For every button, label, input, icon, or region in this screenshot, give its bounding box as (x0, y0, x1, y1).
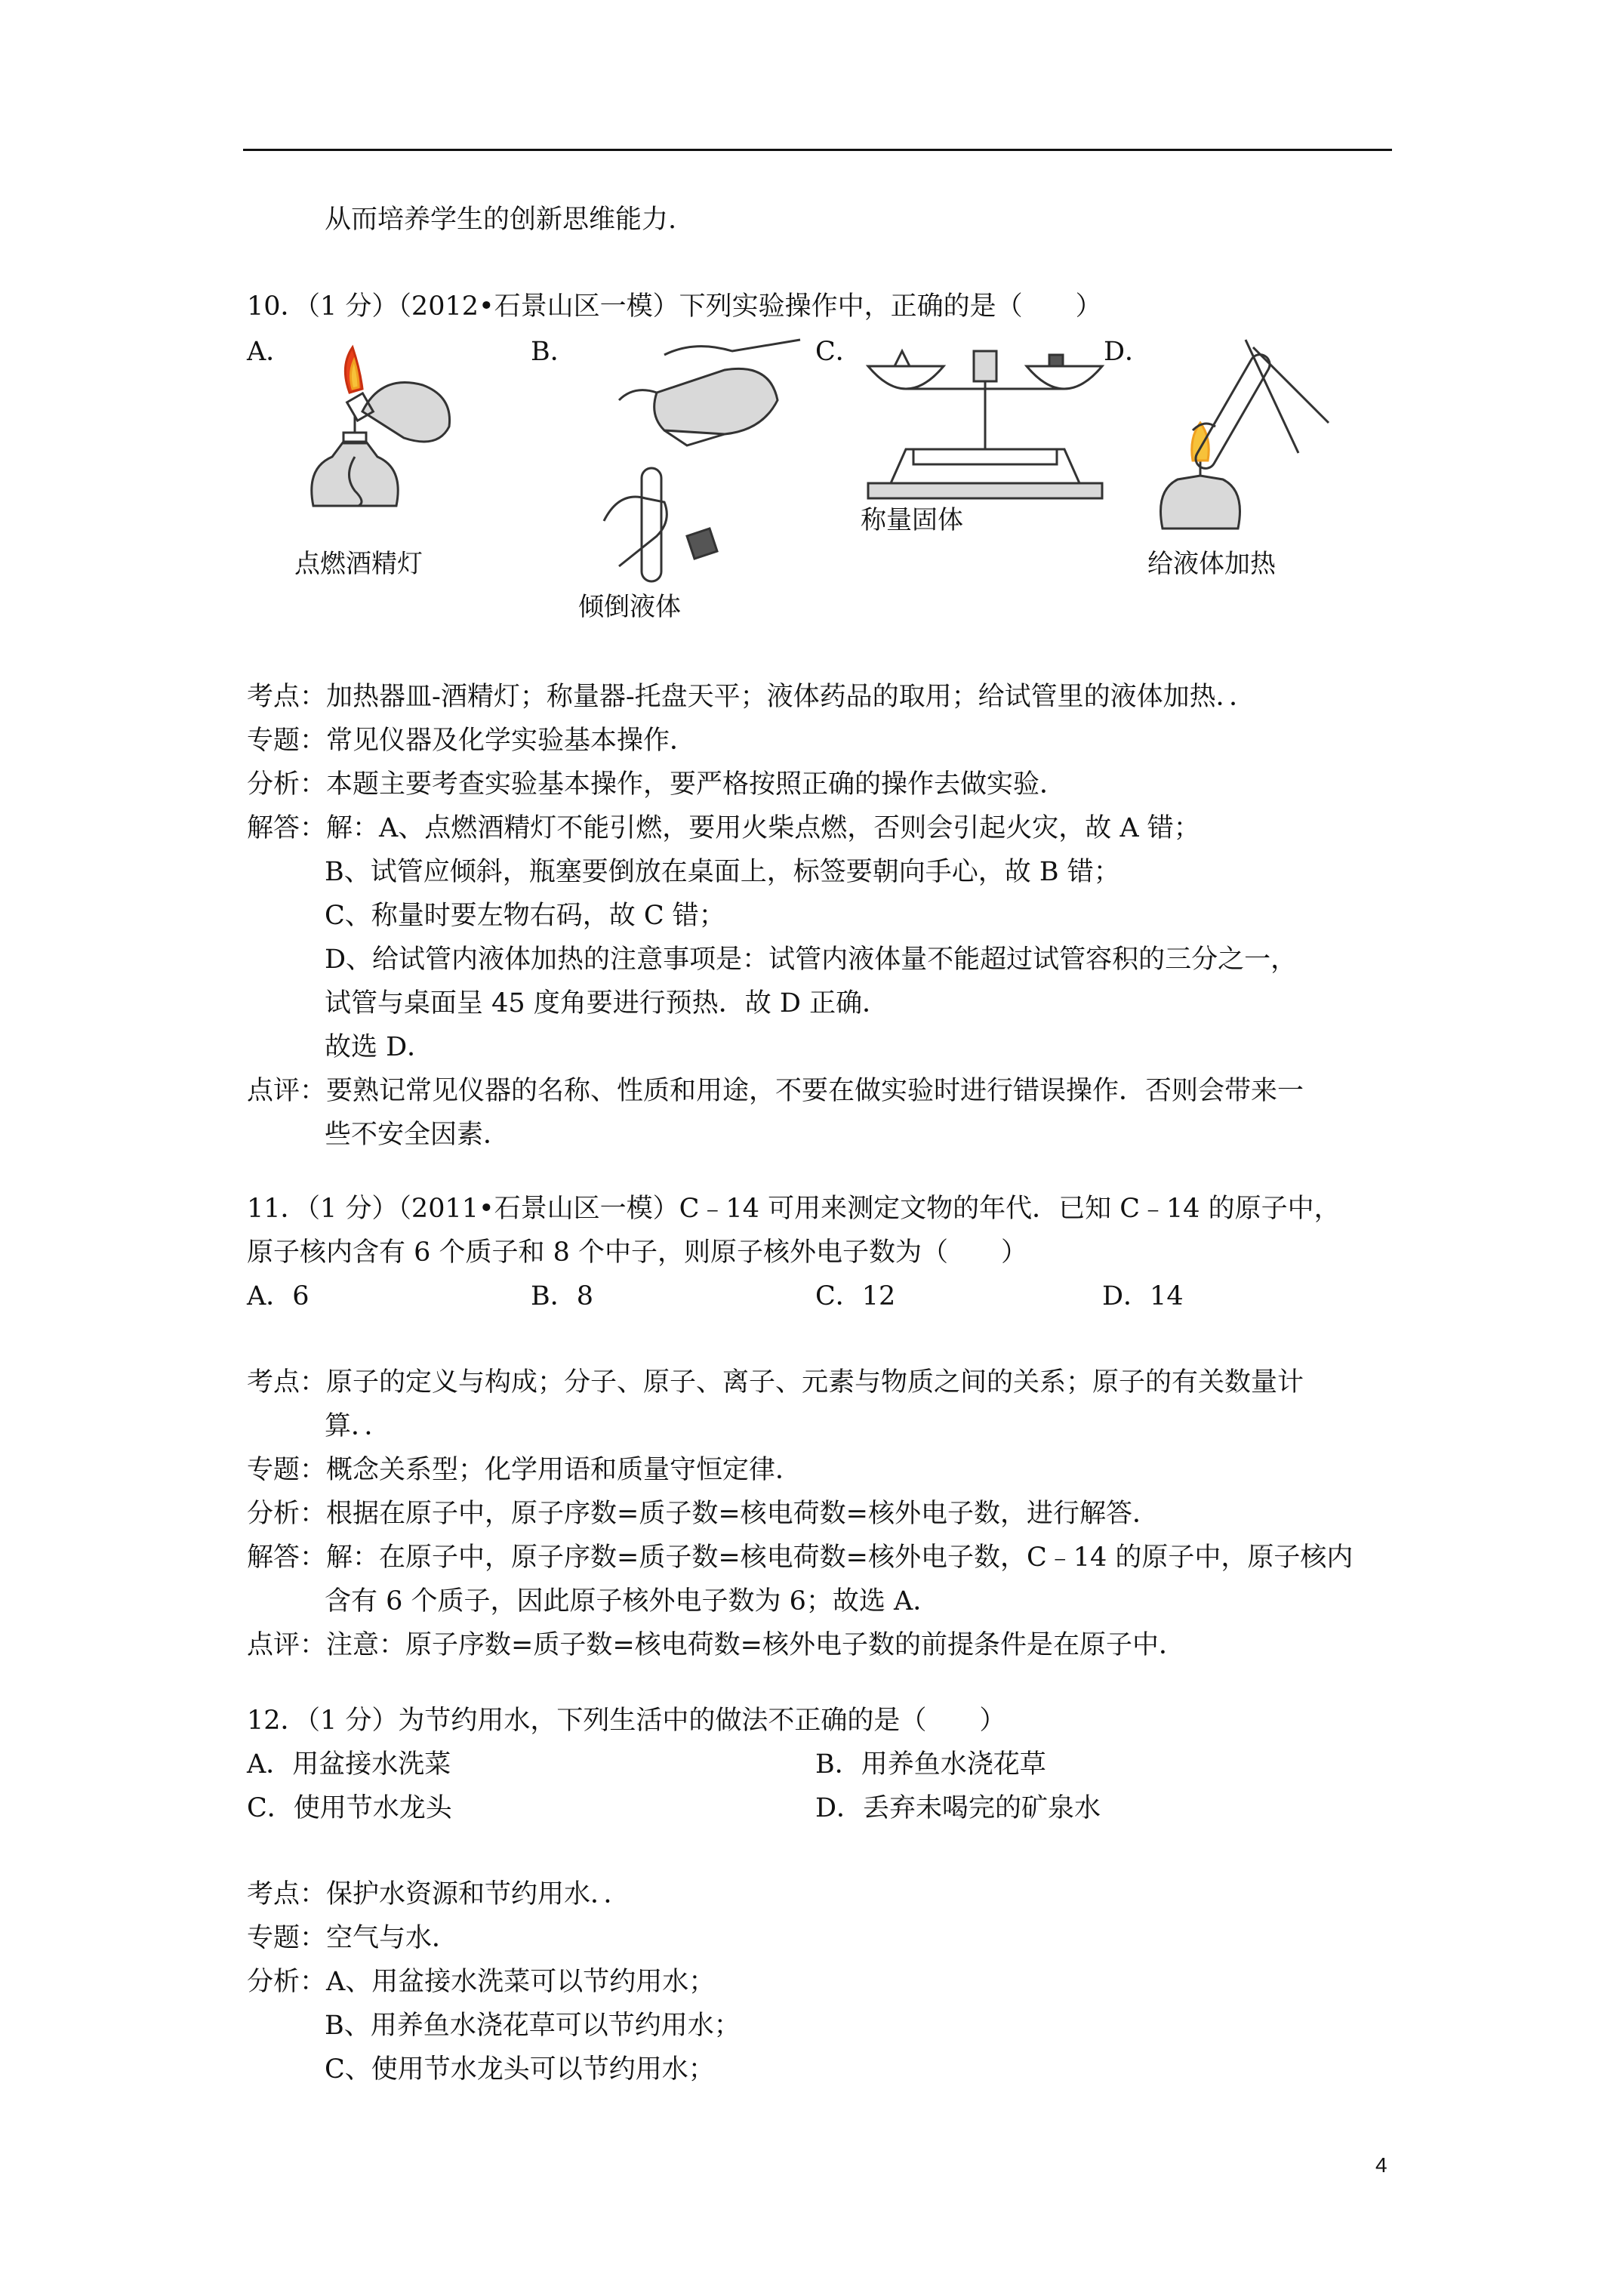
q10-jieda-line: 解答：解：A、点燃酒精灯不能引燃，要用火柴点燃，否则会引起火灾，故 A 错； (247, 813, 1200, 843)
pouring-liquid-figure (574, 340, 823, 581)
q12-option: D．丢弃未喝完的矿泉水 (815, 1793, 1101, 1823)
q12-zhuanti: 专题：空气与水． (247, 1923, 459, 1953)
q11-kaodian-line: 考点：原子的定义与构成；分子、原子、离子、元素与物质之间的关系；原子的有关数量计 (247, 1367, 1304, 1398)
page-number: 4 (1375, 2153, 1387, 2177)
q10-zhuanti: 专题：常见仪器及化学实验基本操作． (247, 726, 697, 756)
q12-kaodian: 考点：保护水资源和节约用水．． (247, 1879, 630, 1909)
q10-stem: 10．（1 分）（2012•石景山区一模）下列实验操作中，正确的是（ ） (247, 291, 1102, 322)
q10-jieda-line: D、给试管内液体加热的注意事项是：试管内液体量不能超过试管容积的三分之一， (325, 945, 1298, 975)
q12-option: B．用养鱼水浇花草 (815, 1749, 1046, 1780)
q10-option-d-caption: 给液体加热 (1147, 549, 1276, 579)
q11-jieda-line: 含有 6 个质子，因此原子核外电子数为 6；故选 A． (325, 1586, 940, 1616)
q12-option: A．用盆接水洗菜 (247, 1749, 451, 1780)
q12-option: C．使用节水龙头 (247, 1793, 452, 1823)
heating-liquid-figure (1140, 340, 1336, 536)
q11-zhuanti: 专题：概念关系型；化学用语和质量守恒定律． (247, 1455, 802, 1485)
q11-option: D．14 (1102, 1281, 1184, 1311)
q11-stem-line: 原子核内含有 6 个质子和 8 个中子，则原子核外电子数为（ ） (247, 1237, 1028, 1268)
q11-jieda-line: 解答：解：在原子中，原子序数=质子数=核电荷数=核外电子数，C﹣14 的原子中，原子核内 (247, 1542, 1354, 1573)
q11-stem-line: 11．（1 分）（2011•石景山区一模）C﹣14 可用来测定文物的年代．已知 C﹣14 的原子中， (247, 1194, 1341, 1224)
q12-stem: 12．（1 分）为节约用水，下列生活中的做法不正确的是（ ） (247, 1706, 1006, 1736)
intro-line: 从而培养学生的创新思维能力. (325, 205, 677, 235)
q10-option-c-caption: 称量固体 (861, 505, 963, 535)
q10-dianping-line: 点评：要熟记常见仪器的名称、性质和用途，不要在做实验时进行错误操作．否则会带来一 (247, 1076, 1304, 1106)
balance-weighing-figure (861, 336, 1110, 502)
q11-dianping: 点评：注意：原子序数=质子数=核电荷数=核外电子数的前提条件是在原子中． (247, 1630, 1185, 1660)
q10-kaodian: 考点：加热器皿-酒精灯；称量器-托盘天平；液体药品的取用；给试管里的液体加热．． (247, 682, 1256, 712)
q10-option-c-letter: C． (815, 337, 862, 367)
q10-option-a-letter: A． (247, 337, 293, 367)
q10-option-a-caption: 点燃酒精灯 (294, 549, 423, 579)
q10-jieda-line: 故选 D． (325, 1032, 434, 1062)
q10-jieda-line: 试管与桌面呈 45 度角要进行预热．故 D 正确． (325, 988, 889, 1019)
q11-fenxi: 分析：根据在原子中，原子序数=质子数=核电荷数=核外电子数，进行解答． (247, 1499, 1159, 1529)
header-rule (243, 149, 1392, 151)
q10-jieda-line: C、称量时要左物右码，故 C 错； (325, 901, 725, 931)
q10-jieda-line: B、试管应倾斜，瓶塞要倒放在桌面上，标签要朝向手心，故 B 错； (325, 857, 1120, 887)
q11-kaodian-line: 算．． (325, 1411, 391, 1441)
q10-option-b-caption: 倾倒液体 (578, 592, 681, 622)
alcohol-lamp-lighting-figure (291, 344, 464, 525)
q11-option: C．12 (815, 1281, 896, 1311)
q12-fenxi-line: C、使用节水龙头可以节约用水； (325, 2054, 715, 2085)
q10-option-b-letter: B． (531, 337, 577, 367)
q10-option-d-letter: D． (1104, 337, 1152, 367)
q11-option: A．6 (247, 1281, 310, 1311)
q12-fenxi-line: 分析：A、用盆接水洗菜可以节约用水； (247, 1967, 716, 1997)
q11-option: B．8 (531, 1281, 593, 1311)
q12-fenxi-line: B、用养鱼水浇花草可以节约用水； (325, 2011, 741, 2041)
q10-dianping-line: 些不安全因素． (325, 1120, 510, 1150)
q10-fenxi: 分析：本题主要考查实验基本操作，要严格按照正确的操作去做实验． (247, 769, 1067, 800)
